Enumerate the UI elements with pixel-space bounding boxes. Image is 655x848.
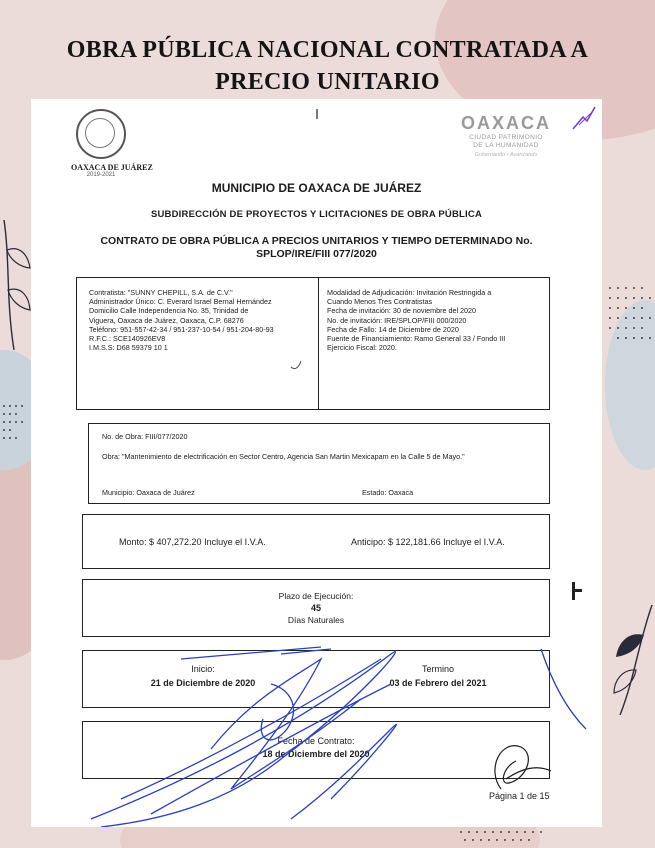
adjudication-line: Ejercicio Fiscal: 2020. <box>327 343 397 353</box>
adjudication-info <box>327 288 541 352</box>
contractor-line: Administrador Único: C. Everard Israel Bernal Hernández <box>89 297 272 307</box>
dates-box <box>82 650 550 708</box>
adjudication-line: Fecha de Fallo: 14 de Diciembre de 2020 <box>327 324 459 334</box>
heading-line-2: PRECIO UNITARIO <box>215 69 440 95</box>
monto-amount: Monto: $ 407,272.20 Incluye el I.V.A. <box>119 537 266 547</box>
contract-date-value: 18 de Diciembre del 2020 <box>262 749 370 759</box>
adjudication-line: No. de invitación: IRE/SPLOP/FIII 000/2020 <box>327 315 467 325</box>
contract-title-line1: CONTRATO DE OBRA PÚBLICA A PRECIOS UNITARIOS Y TIEMPO DETERMINADO No. <box>100 235 533 247</box>
page-heading <box>0 34 655 98</box>
work-estado: Estado: Oaxaca <box>362 488 414 497</box>
contractor-info <box>89 288 307 352</box>
contract-title-line2: SPLOP/IRE/FIII 077/2020 <box>256 248 377 260</box>
contractor-line: Teléfono: 951-557-42-34 / 951-237-10-54 / 951-204-80-93 <box>89 324 274 334</box>
municipal-seal-icon <box>76 109 126 159</box>
binder-clip-mark <box>570 580 584 602</box>
municipality-title: MUNICIPIO DE OAXACA DE JUÁREZ <box>211 181 422 195</box>
contract-title <box>31 235 602 261</box>
contractor-line: Viguera, Oaxaca de Juárez, Oaxaca, C.P. 68276 <box>89 315 244 325</box>
dot-pattern-bottom-decoration <box>455 826 575 848</box>
anticipo-amount: Anticipo: $ 122,181.66 Incluye el I.V.A. <box>351 537 505 547</box>
logo-left-name: OAXACA DE JUÁREZ <box>71 163 153 172</box>
contractor-line: Contratista: "SUNNY CHEPILL, S.A. de C.V." <box>89 288 233 297</box>
dot-pattern-right-decoration <box>602 280 655 410</box>
plazo-value: 45 <box>310 603 321 613</box>
heading-line-1: OBRA PÚBLICA NACIONAL CONTRATADA A <box>66 37 589 63</box>
contractor-line: R.F.C.: SCE140926EV8 <box>89 334 166 344</box>
plazo-unit: Días Naturales <box>287 615 345 625</box>
contract-parties-box <box>76 277 550 410</box>
adjudication-line: Cuando Menos Tres Contratistas <box>327 297 433 307</box>
work-number: No. de Obra: FIII/077/2020 <box>102 432 188 441</box>
subdirection-title: SUBDIRECCIÓN DE PROYECTOS Y LICITACIONES DE OBRA PÚBLICA <box>150 209 483 220</box>
plazo-box <box>82 579 550 637</box>
dot-pattern-left-decoration <box>0 400 30 460</box>
contract-date-label: Fecha de Contrato: <box>277 736 355 746</box>
municipal-logo <box>71 109 153 187</box>
page-number: Página 1 de 15 <box>489 791 550 801</box>
contract-page <box>31 99 602 827</box>
logo-right-line2: DE LA HUMANIDAD <box>473 142 539 149</box>
leaf-branch-left-decoration <box>0 220 32 350</box>
adjudication-line: Modalidad de Adjudicación: Invitación Restringida a <box>327 288 492 297</box>
work-description: Obra: "Mantenimiento de electrificación en Sector Centro, Agencia San Martin Mexicapam en la Calle 5 de Mayo." <box>102 452 465 461</box>
adjudication-line: Fuente de Financiamiento: Ramo General 33 / Fondo III <box>327 334 506 344</box>
leaf-branch-right-decoration <box>608 605 655 715</box>
logo-right-name: OAXACA <box>460 113 551 133</box>
logo-right-line1: CIUDAD PATRIMONIO <box>469 134 543 141</box>
amounts-box <box>82 514 550 569</box>
adjudication-line: Fecha de invitación: 30 de noviembre del 2020 <box>327 306 477 316</box>
column-divider <box>318 278 319 409</box>
termino-label: Termino <box>421 664 454 674</box>
contract-date-box <box>82 721 550 779</box>
logo-right-tag: Gobernando • Avanzando <box>474 152 538 158</box>
work-info-box <box>88 423 550 504</box>
oaxaca-brand-logo <box>461 113 551 158</box>
contractor-line: Domicilio Calle Independencia No. 35, Trinidad de <box>89 306 249 316</box>
termino-value: 03 de Febrero del 2021 <box>389 678 487 688</box>
logo-left-years: 2019-2021 <box>86 172 116 178</box>
plazo-label: Plazo de Ejecución: <box>278 591 354 601</box>
inicio-value: 21 de Diciembre de 2020 <box>150 678 256 688</box>
work-municipio: Municipio: Oaxaca de Juárez <box>102 488 195 497</box>
purple-pen-mark <box>569 103 599 133</box>
inicio-label: Inicio: <box>191 664 215 674</box>
contractor-line: I.M.S.S: D68 59379 10 1 <box>89 343 168 353</box>
